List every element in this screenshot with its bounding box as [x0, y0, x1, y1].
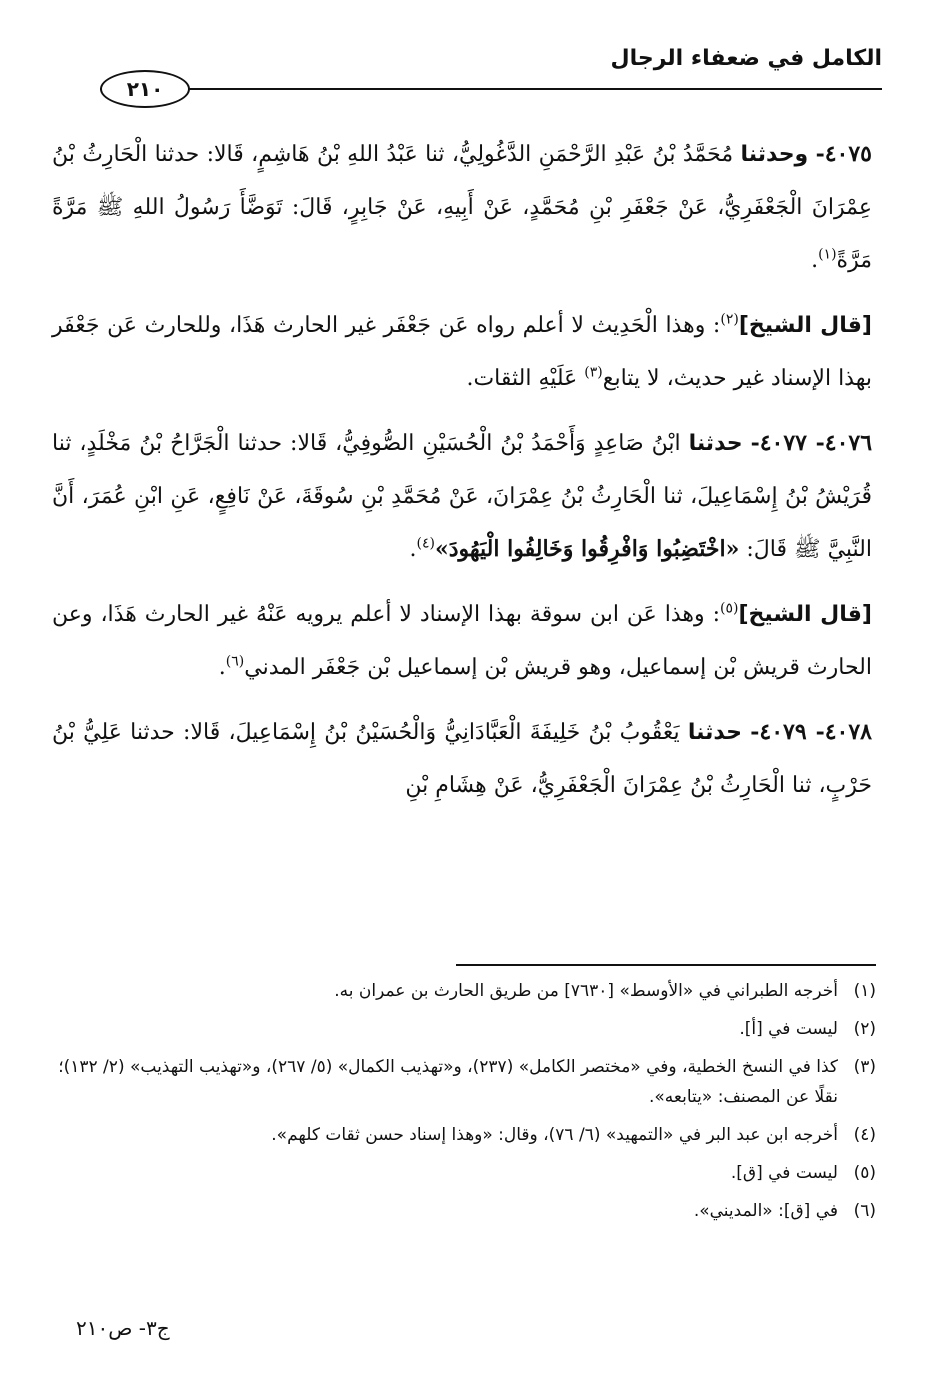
footnote-rule — [456, 964, 876, 966]
footnote-number: (٣) — [853, 1057, 876, 1077]
entry-keyword: حدثنا — [688, 431, 743, 456]
entry-end: . — [811, 248, 819, 273]
footnote-ref: (٤) — [416, 535, 435, 552]
comment-text: : وهذا الْحَدِيث لا أعلم رواه عَن جَعْفَر غير الحارث هَذَا، وللحارث عَن جَعْفَر بهذا الإسناد غير حديث، لا يتابع — [52, 313, 872, 391]
shaykh-label: [قال الشيخ] — [738, 313, 872, 338]
entry-text: يَعْقُوبُ بْنُ خَلِيفَةَ الْعَبَّادَانِيُّ وَالْحُسَيْنُ بْنُ إِسْمَاعِيلَ، قَالا: حدثنا عَلِيُّ بْنُ حَرْبٍ، ثنا الْحَارِثُ بْنُ عِمْرَانَ الْجَعْفَرِيُّ، عَنْ هِشَامِ بْنِ — [52, 720, 872, 798]
footnote-ref: (١) — [818, 246, 837, 263]
footnote-item — [46, 1120, 876, 1150]
footnote-number: (٦) — [853, 1201, 876, 1221]
entry-number: ٤٠٧٦- ٤٠٧٧- — [750, 430, 873, 456]
shaykh-label: [قال الشيخ] — [738, 602, 872, 627]
comment-text-end: عَلَيْهِ الثقات. — [466, 366, 585, 391]
footnote-ref: (٦) — [225, 653, 245, 670]
footnote-item — [46, 1196, 876, 1226]
footnote-text: ليست في [ق]. — [730, 1163, 838, 1183]
entry-keyword: حدثنا — [687, 720, 742, 745]
entry-keyword: وحدثنا — [740, 142, 809, 167]
footnote-text: في [ق]: «المديني». — [693, 1201, 838, 1221]
volume-page-reference: ج٣- ص٢١٠ — [76, 1316, 170, 1340]
page-number: ٢١٠ — [126, 77, 164, 101]
entry-text: ابْنُ صَاعِدٍ وَأَحْمَدُ بْنُ الْحُسَيْنِ الصُّوفِيُّ، قَالا: حدثنا الْجَرَّاحُ بْنُ مَخْلَدٍ، ثنا قُرَيْشُ بْنُ إِسْمَاعِيلَ، ثنا الْحَارِثُ بْنُ عِمْرَانَ، عَنْ مُحَمَّدِ بْنِ سُوقَةَ، عَنْ نَافِعٍ، عَنِ ابْنِ عُمَرَ، أَنَّ النَّبِيَّ ﷺ قَالَ: — [52, 431, 872, 562]
running-head-title: الكامل في ضعفاء الرجال — [610, 46, 882, 71]
footnote-ref: (٥) — [720, 600, 739, 617]
footnote-number: (١) — [853, 981, 876, 1001]
entry-number: ٤٠٧٥- — [815, 141, 872, 167]
footnote-item — [46, 1052, 876, 1112]
comment-text: : وهذا عَن ابن سوقة بهذا الإسناد لا أعلم يرويه عَنْهُ غير الحارث هَذَا، وعن الحارث قريش بْن إسماعيل، وهو قريش بْن إسماعيل بْن جَعْفَر المدني — [52, 602, 872, 680]
main-text — [52, 128, 872, 824]
footnote-number: (٤) — [853, 1125, 876, 1145]
hadith-entry — [52, 128, 872, 287]
footnotes — [46, 976, 876, 1234]
page-number-badge — [100, 70, 190, 108]
footnote-number: (٢) — [853, 1019, 876, 1039]
footnote-number: (٥) — [853, 1163, 876, 1183]
footnote-item — [46, 1014, 876, 1044]
comment-text-end: . — [218, 655, 226, 680]
hadith-entry — [52, 417, 872, 576]
footnote-text: كذا في النسخ الخطية، وفي «مختصر الكامل» (٢٣٧)، و«تهذيب الكمال» (٥/ ٢٦٧)، و«تهذيب التهذيب» (٢/ ١٣٢)؛ نقلًا عن المصنف: «يتابعه». — [58, 1057, 838, 1107]
header-rule — [100, 88, 882, 90]
footnote-text: ليست في [أ]. — [739, 1019, 838, 1039]
footnote-text: أخرجه ابن عبد البر في «التمهيد» (٦/ ٧٦)، وقال: «وهذا إسناد حسن ثقات كلهم». — [271, 1125, 838, 1145]
footnote-ref: (٢) — [720, 311, 739, 328]
shaykh-comment — [52, 299, 872, 405]
shaykh-comment — [52, 588, 872, 694]
footnote-text: أخرجه الطبراني في «الأوسط» [٧٦٣٠] من طريق الحارث بن عمران به. — [334, 981, 838, 1001]
footnote-item — [46, 976, 876, 1006]
entry-text: مُحَمَّدُ بْنُ عَبْدِ الرَّحْمَنِ الدَّغُولِيُّ، ثنا عَبْدُ اللهِ بْنُ هَاشِمٍ، قَالا: حدثنا الْحَارِثُ بْنُ عِمْرَانَ الْجَعْفَرِيُّ، عَنْ جَعْفَرِ بْنِ مُحَمَّدٍ، عَنْ أَبِيهِ، عَنْ جَابِرٍ، قَالَ: تَوَضَّأَ رَسُولُ اللهِ ﷺ مَرَّةً مَرَّةً — [52, 142, 872, 273]
hadith-entry — [52, 706, 872, 812]
footnote-item — [46, 1158, 876, 1188]
hadith-quote: «اخْتَضِبُوا وَافْرِقُوا وَخَالِفُوا الْيَهُودَ» — [434, 536, 740, 562]
entry-end: . — [409, 537, 417, 562]
entry-number: ٤٠٧٨- ٤٠٧٩- — [750, 719, 872, 745]
footnote-ref: (٣) — [584, 364, 603, 381]
